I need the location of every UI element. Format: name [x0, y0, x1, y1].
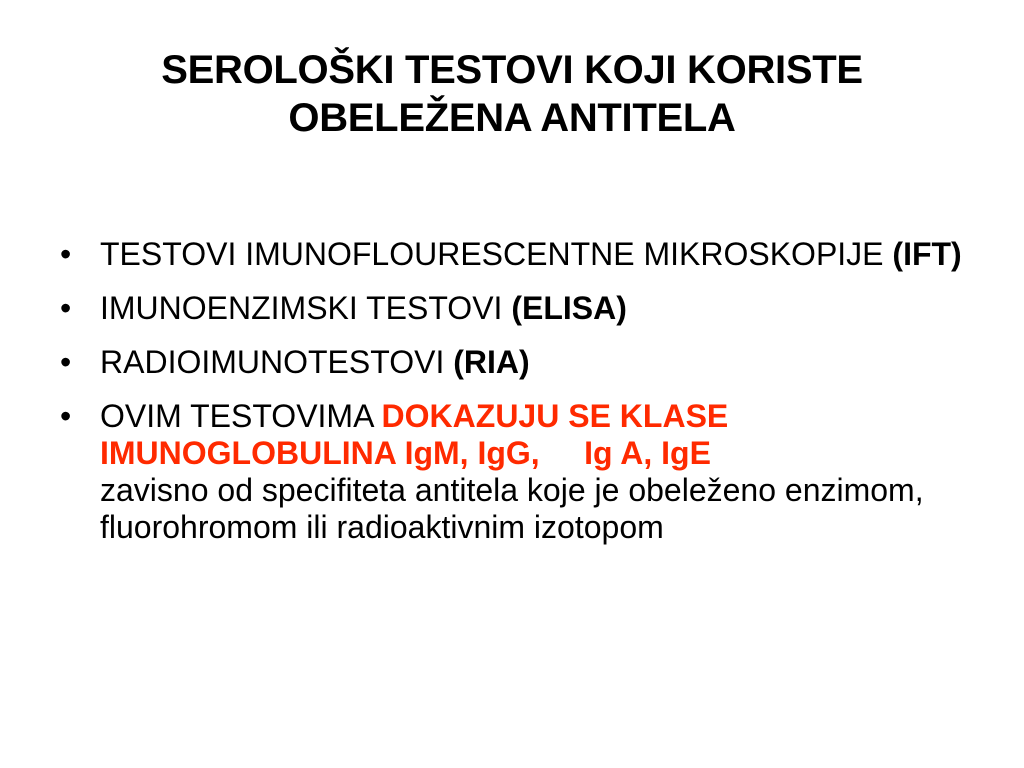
bullet-text: IMUNOENZIMSKI TESTOVI: [100, 290, 512, 326]
bullet-text: RADIOIMUNOTESTOVI: [100, 344, 454, 380]
bullet-list: [60, 236, 980, 563]
bullet-abbreviation: (ELISA): [511, 290, 627, 326]
bullet-detail-text: zavisno od specifiteta antitela koje je obeleženo enzimom, fluorohromom ili radioaktivnim izotopom: [100, 472, 924, 545]
highlighted-text: DOKAZUJU SE KLASE IMUNOGLOBULINA IgM, IgG,: [100, 398, 729, 471]
bullet-abbreviation: (RIA): [453, 344, 530, 380]
bullet-text: TESTOVI IMUNOFLOURESCENTNE MIKROSKOPIJE: [100, 236, 893, 272]
slide-title: [0, 46, 1024, 142]
bullet-dot-icon: •: [60, 290, 72, 326]
bullet-item-ift: [60, 236, 980, 273]
bullet-abbreviation: (IFT): [892, 236, 962, 272]
slide-title-line-1: SEROLOŠKI TESTOVI KOJI KORISTE: [161, 48, 863, 92]
slide-title-line-2: OBELEŽENA ANTITELA: [288, 96, 736, 140]
bullet-item-elisa: [60, 290, 980, 327]
bullet-text: OVIM TESTOVIMA: [100, 398, 382, 434]
bullet-item-immunoglobulins: [60, 398, 980, 546]
highlighted-text-continued: Ig A, IgE: [584, 435, 711, 471]
bullet-dot-icon: •: [60, 398, 72, 434]
bullet-dot-icon: •: [60, 236, 72, 272]
bullet-dot-icon: •: [60, 344, 72, 380]
bullet-item-ria: [60, 344, 980, 381]
